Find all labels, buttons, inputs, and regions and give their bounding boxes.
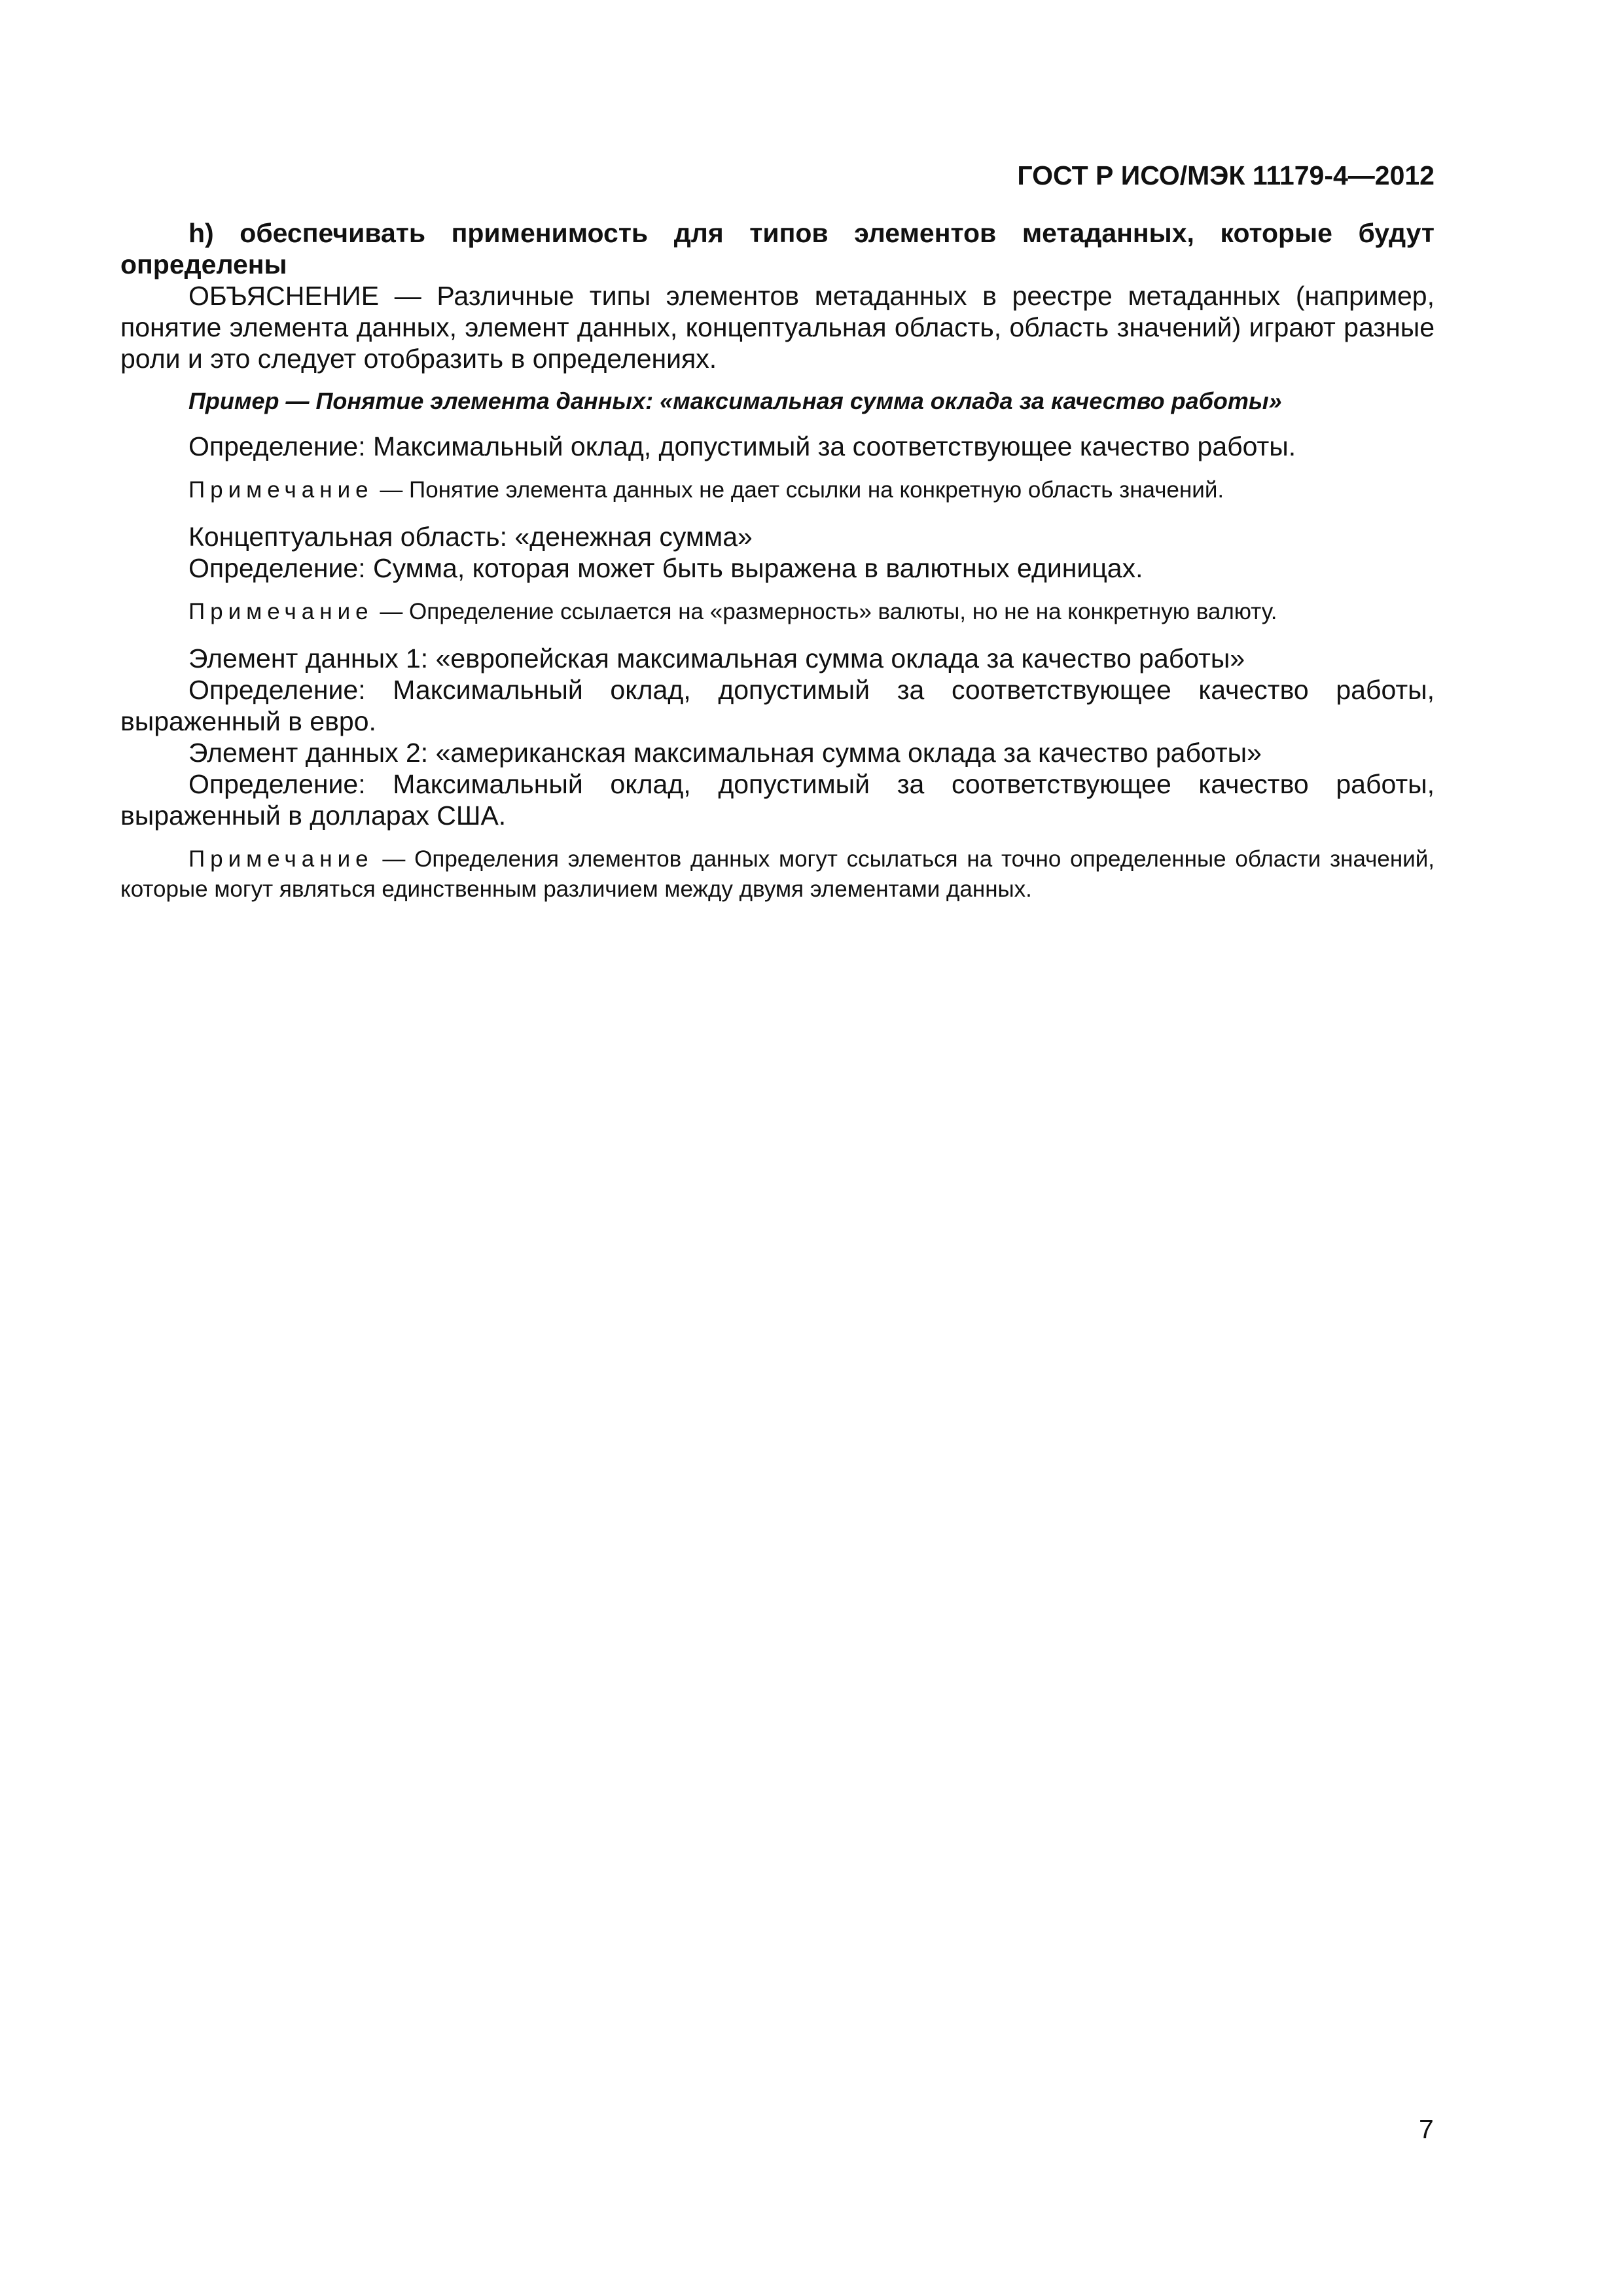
standard-id: ГОСТ Р ИСО/МЭК 11179-4—2012 <box>1017 160 1435 190</box>
definition-paragraph-3: Определение: Максимальный оклад, допустимый за соответствующее качество работы, выраженный в евро. <box>120 675 1435 736</box>
list-item-h: h) обеспечивать применимость для типов элементов метаданных, которые будут определены <box>120 218 1435 279</box>
note-2-text: — Определение ссылается на «размерность» валюты, но не на конкретную валюту. <box>373 599 1277 624</box>
note-3-text: — Определения элементов данных могут ссылаться на точно определенные области значений, которые могут являться единственным различием между двумя элементами данных. <box>120 846 1435 902</box>
note-1 <box>120 475 1435 505</box>
definition-paragraph-1: Определение: Максимальный оклад, допустимый за соответствующее качество работы. <box>188 431 1296 461</box>
data-element-1-paragraph: Элемент данных 1: «европейская максимальная сумма оклада за качество работы» <box>188 643 1245 673</box>
page-number: 7 <box>1419 2114 1434 2144</box>
example-title: Пример — Понятие элемента данных: «максимальная сумма оклада за качество работы» <box>188 387 1282 414</box>
conceptual-domain-paragraph: Концептуальная область: «денежная сумма» <box>188 522 753 552</box>
note-2 <box>120 597 1435 627</box>
note-label: Примечание <box>188 599 374 624</box>
note-label: Примечание <box>188 846 374 872</box>
document-page <box>120 157 1435 920</box>
definition-paragraph-2: Определение: Сумма, которая может быть выражена в валютных единицах. <box>188 553 1143 583</box>
note-label: Примечание <box>188 477 374 503</box>
note-3 <box>120 844 1435 905</box>
note-1-text: — Понятие элемента данных не дает ссылки на конкретную область значений. <box>373 477 1224 503</box>
explanation-paragraph: ОБЪЯСНЕНИЕ — Различные типы элементов метаданных в реестре метаданных (например, понятие элемента данных, элемент данных, концептуальная область, область значений) играют разные роли и это следует отобразить в определениях. <box>120 281 1435 374</box>
document-header <box>120 157 1435 194</box>
definition-paragraph-4: Определение: Максимальный оклад, допустимый за соответствующее качество работы, выраженный в долларах США. <box>120 769 1435 831</box>
data-element-2-paragraph: Элемент данных 2: «американская максимальная сумма оклада за качество работы» <box>188 738 1262 768</box>
